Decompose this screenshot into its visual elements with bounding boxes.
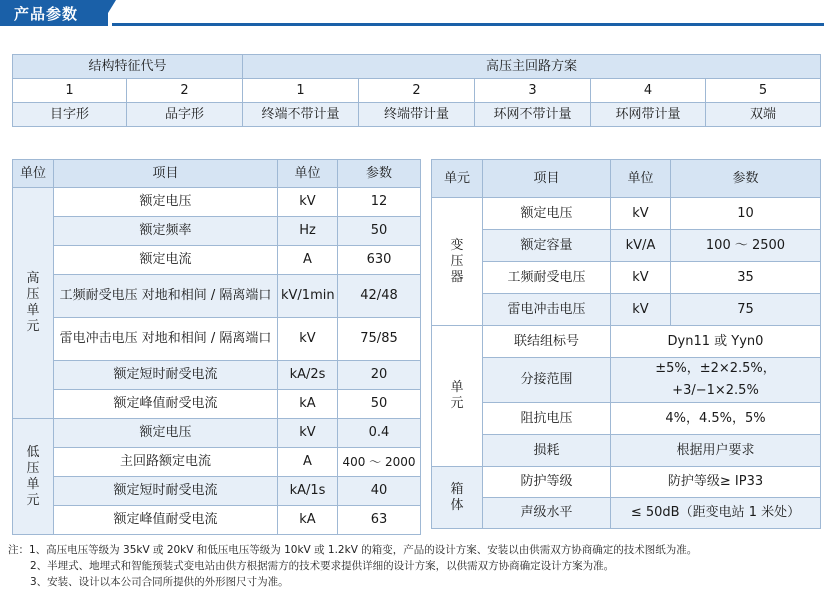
unit-cell: kV xyxy=(611,294,671,326)
value-cell: 40 xyxy=(338,477,421,506)
table-row xyxy=(432,403,821,435)
unit-cell: kV xyxy=(278,419,338,448)
scheme-name: 终端带计量 xyxy=(359,103,475,127)
hv-unit-label: 高压单元 xyxy=(13,188,54,419)
item-cell: 额定电流 xyxy=(54,246,278,275)
value-cell: 75 xyxy=(671,294,821,326)
item-cell: 雷电冲击电压 对地和相间 / 隔离端口 xyxy=(54,318,278,361)
table-row xyxy=(432,230,821,262)
value-cell: ≤ 50dB（距变电站 1 米处） xyxy=(611,498,821,529)
value-cell: 12 xyxy=(338,188,421,217)
value-cell: 50 xyxy=(338,217,421,246)
table-row xyxy=(13,477,421,506)
scheme-name: 品字形 xyxy=(127,103,243,127)
col-header: 参数 xyxy=(671,160,821,198)
table-row xyxy=(13,188,421,217)
value-cell: Dyn11 或 Yyn0 xyxy=(611,326,821,358)
item-cell: 工频耐受电压 对地和相间 / 隔离端口 xyxy=(54,275,278,318)
unit-cell: kA/1s xyxy=(278,477,338,506)
value-cell: 根据用户要求 xyxy=(611,435,821,467)
value-cell: 0.4 xyxy=(338,419,421,448)
table-row xyxy=(13,275,421,318)
transformer-parameter-table xyxy=(431,159,821,529)
col-header: 单位 xyxy=(611,160,671,198)
transformer-unit-label: 变压器 xyxy=(432,198,483,326)
item-cell: 防护等级 xyxy=(483,467,611,498)
scheme-group-row xyxy=(13,55,821,79)
unit-cell: kV xyxy=(278,188,338,217)
scheme-number-row xyxy=(13,79,821,103)
col-header: 单元 xyxy=(432,160,483,198)
scheme-name: 目字形 xyxy=(13,103,127,127)
footnotes xyxy=(8,542,820,590)
scheme-number: 2 xyxy=(127,79,243,103)
scheme-number: 1 xyxy=(13,79,127,103)
value-cell: 10 xyxy=(671,198,821,230)
table-row xyxy=(13,506,421,535)
footnote: 2、半埋式、地埋式和智能预装式变电站由供方根据需方的技术要求提供详细的设计方案，以供需双方协商确定设计方案为准。 xyxy=(30,560,615,572)
table-row xyxy=(13,419,421,448)
scheme-table xyxy=(12,54,821,127)
col-header: 单位 xyxy=(13,160,54,188)
table-row xyxy=(432,326,821,358)
value-cell: 75/85 xyxy=(338,318,421,361)
item-cell: 雷电冲击电压 xyxy=(483,294,611,326)
table-row xyxy=(432,435,821,467)
table-row xyxy=(13,217,421,246)
col-header: 参数 xyxy=(338,160,421,188)
unit-cell: kV xyxy=(611,198,671,230)
unit-cell: kA xyxy=(278,506,338,535)
scheme-number: 4 xyxy=(591,79,706,103)
item-cell: 额定峰值耐受电流 xyxy=(54,390,278,419)
table-row xyxy=(432,498,821,529)
table-row xyxy=(13,448,421,477)
value-cell xyxy=(611,358,821,403)
scheme-number: 3 xyxy=(475,79,591,103)
table-row xyxy=(432,262,821,294)
unit-cell: kA/2s xyxy=(278,361,338,390)
scheme-name: 双端 xyxy=(706,103,821,127)
table-row xyxy=(432,467,821,498)
item-cell: 损耗 xyxy=(483,435,611,467)
scheme-name: 环网不带计量 xyxy=(475,103,591,127)
unit-cell: kA xyxy=(278,390,338,419)
table-row xyxy=(13,246,421,275)
unit-cell: kV xyxy=(278,318,338,361)
item-cell: 主回路额定电流 xyxy=(54,448,278,477)
scheme-name-row xyxy=(13,103,821,127)
value-cell: 400 ～ 2000 xyxy=(338,448,421,477)
scheme-name: 环网带计量 xyxy=(591,103,706,127)
footnote: 注：1、高压电压等级为 35kV 或 20kV 和低压电压等级为 10kV 或 1.2kV 的箱变，产品的设计方案、安装以由供需双方协商确定的技术图纸为准。 xyxy=(8,544,698,556)
table-row xyxy=(13,390,421,419)
value-cell: 4%，4.5%，5% xyxy=(611,403,821,435)
scheme-number: 5 xyxy=(706,79,821,103)
group-structure-code: 结构特征代号 xyxy=(13,55,243,79)
item-cell: 分接范围 xyxy=(483,358,611,403)
unit-cell: kV/A xyxy=(611,230,671,262)
section-title: 产品参数 xyxy=(14,5,79,23)
table-row xyxy=(432,294,821,326)
banner-underline xyxy=(112,23,824,26)
table-row xyxy=(13,361,421,390)
box-unit-label: 箱体 xyxy=(432,467,483,529)
unit-cell: A xyxy=(278,246,338,275)
item-cell: 额定容量 xyxy=(483,230,611,262)
item-cell: 声级水平 xyxy=(483,498,611,529)
item-cell: 阻抗电压 xyxy=(483,403,611,435)
value-cell: 630 xyxy=(338,246,421,275)
col-header: 项目 xyxy=(483,160,611,198)
hv-lv-parameter-table xyxy=(12,159,421,535)
footnote: 3、安装、设计以本公司合同所提供的外形图尺寸为准。 xyxy=(30,576,289,588)
item-cell: 额定短时耐受电流 xyxy=(54,361,278,390)
value-line: +3/−1×2.5% xyxy=(672,383,759,398)
section-banner xyxy=(0,0,824,26)
col-header: 项目 xyxy=(54,160,278,188)
unit-cell: kV/1min xyxy=(278,275,338,318)
table-header-row xyxy=(432,160,821,198)
item-cell: 额定电压 xyxy=(54,419,278,448)
group-main-circuit: 高压主回路方案 xyxy=(243,55,821,79)
unit-cell: A xyxy=(278,448,338,477)
scheme-number: 1 xyxy=(243,79,359,103)
col-header: 单位 xyxy=(278,160,338,188)
value-line: ±5%，±2×2.5%， xyxy=(655,361,776,376)
scheme-number: 2 xyxy=(359,79,475,103)
item-cell: 额定峰值耐受电流 xyxy=(54,506,278,535)
scheme-name: 终端不带计量 xyxy=(243,103,359,127)
value-cell: 20 xyxy=(338,361,421,390)
value-cell: 63 xyxy=(338,506,421,535)
value-cell: 防护等级≥ IP33 xyxy=(611,467,821,498)
value-cell: 50 xyxy=(338,390,421,419)
table-row xyxy=(432,198,821,230)
unit-cell: Hz xyxy=(278,217,338,246)
value-cell: 100 ～ 2500 xyxy=(671,230,821,262)
table-header-row xyxy=(13,160,421,188)
item-cell: 工频耐受电压 xyxy=(483,262,611,294)
item-cell: 额定电压 xyxy=(483,198,611,230)
value-cell: 42/48 xyxy=(338,275,421,318)
unit-cell: kV xyxy=(611,262,671,294)
lv-unit-label: 低压单元 xyxy=(13,419,54,535)
table-row xyxy=(432,358,821,403)
unit-section-label: 单元 xyxy=(432,326,483,467)
item-cell: 额定电压 xyxy=(54,188,278,217)
item-cell: 额定频率 xyxy=(54,217,278,246)
table-row xyxy=(13,318,421,361)
item-cell: 联结组标号 xyxy=(483,326,611,358)
value-cell: 35 xyxy=(671,262,821,294)
item-cell: 额定短时耐受电流 xyxy=(54,477,278,506)
